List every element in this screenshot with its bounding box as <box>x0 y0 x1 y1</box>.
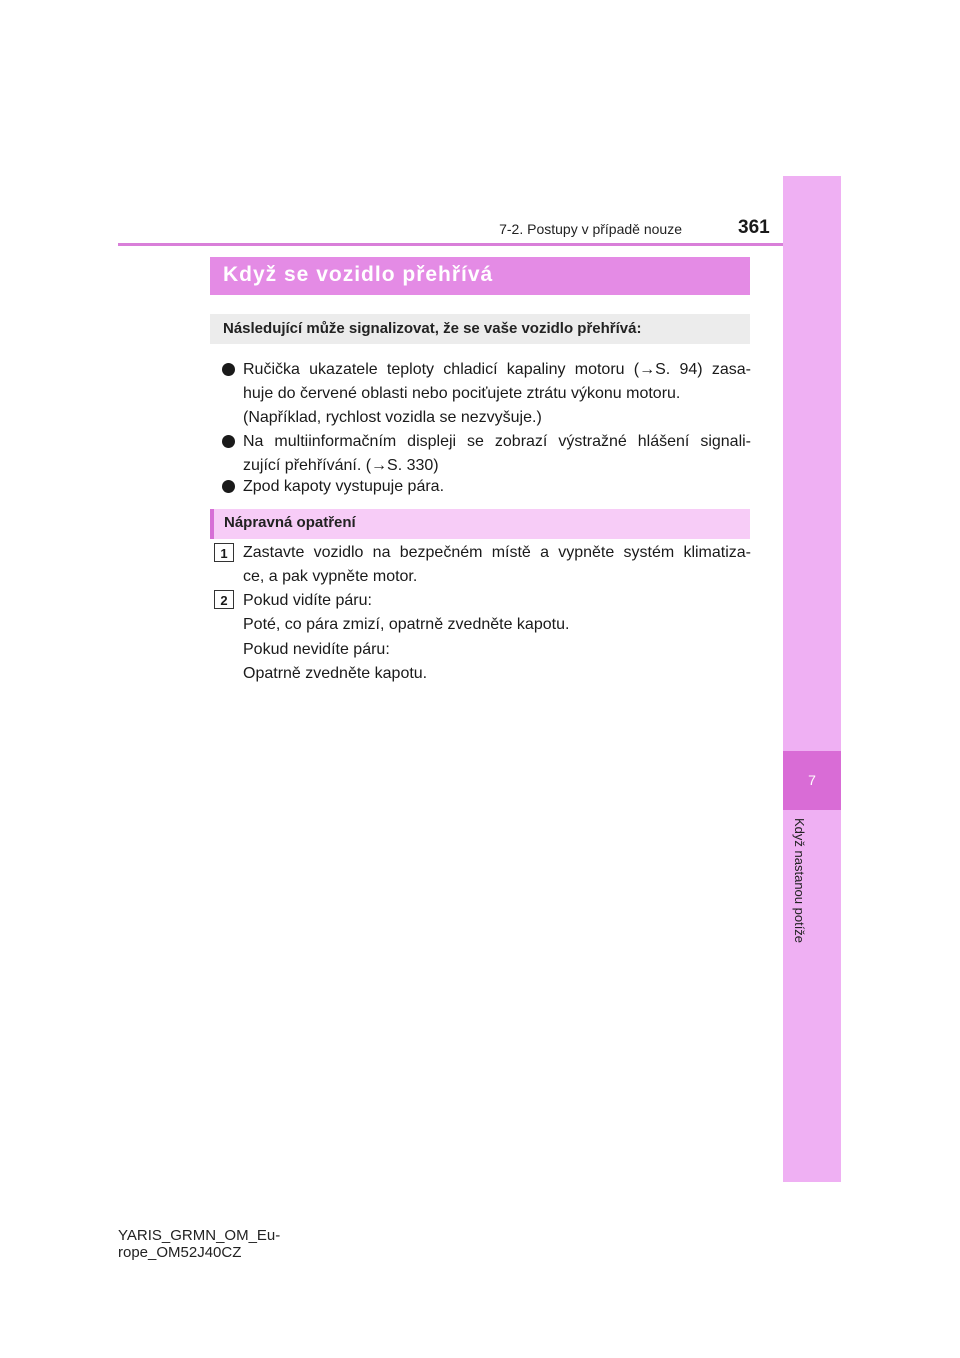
chapter-title: Když nastanou potíže <box>792 818 807 944</box>
step-text-extra: Pokud nevidíte páru: Opatrně zvedněte kapotu. <box>243 641 428 682</box>
page-title: Když se vozidlo přehřívá <box>223 263 494 286</box>
title-bar <box>210 257 750 295</box>
intro-box <box>210 314 750 344</box>
step-number: 2 <box>214 590 234 609</box>
side-tab <box>783 176 841 1182</box>
bullet-item <box>222 358 752 430</box>
bullet-dot-icon <box>222 363 235 376</box>
chapter-tab[interactable] <box>783 751 841 810</box>
bullet-text: Na multiinformačním displeji se zobrazí výstražné hlášení signali- zující přehřívání. (→S. 330) <box>243 433 751 474</box>
bullet-dot-icon <box>222 480 235 493</box>
bullet-item <box>222 475 752 499</box>
remedy-title: Nápravná opatření <box>224 514 356 531</box>
step-text: Zastavte vozidlo na bezpečném místě a vypněte systém klimatiza- ce, a pak vypněte motor. <box>243 544 751 585</box>
header-rule <box>118 243 783 246</box>
bullet-dot-icon <box>222 435 235 448</box>
footer-code: YARIS_GRMN_OM_Eu- rope_OM52J40CZ <box>118 1227 281 1261</box>
remedy-box <box>210 509 750 539</box>
bullet-text: Zpod kapoty vystupuje pára. <box>243 478 445 495</box>
bullet-item <box>222 430 752 478</box>
page-number: 361 <box>738 217 770 238</box>
section-header: 7-2. Postupy v případě nouze <box>499 221 682 237</box>
chapter-number: 7 <box>808 772 816 788</box>
step-text: Pokud vidíte páru: Poté, co pára zmizí, opatrně zvedněte kapotu. <box>243 592 570 633</box>
bullet-text: Ručička ukazatele teploty chladicí kapaliny motoru (→S. 94) zasa- huje do červené oblasti nebo pociťujete ztrátu výkonu motoru. (Například, rychlost vozidla se nezvyšuje.) <box>243 361 751 426</box>
intro-text: Následující může signalizovat, že se vaše vozidlo přehřívá: <box>223 320 642 337</box>
step-number: 1 <box>214 543 234 562</box>
